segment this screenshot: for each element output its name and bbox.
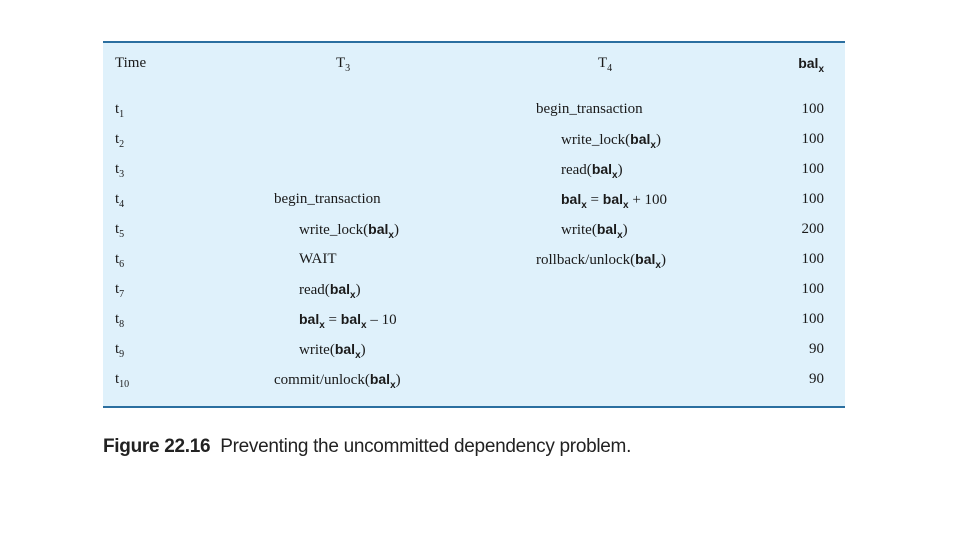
t4-cell: rollback/unlock(bal$_x$) xyxy=(536,251,666,271)
t3-cell: read(bal$_x$) xyxy=(299,281,361,301)
time-cell: $t_1$ xyxy=(115,101,125,120)
bal-cell: 90 xyxy=(809,371,824,387)
table-header xyxy=(103,55,845,81)
t4-cell: begin_transaction xyxy=(536,101,643,117)
table-row xyxy=(103,311,845,337)
bal-cell: 100 xyxy=(801,281,824,297)
bal-cell: 100 xyxy=(801,191,824,207)
table-row xyxy=(103,131,845,157)
t3-cell: begin_transaction xyxy=(274,191,381,207)
t3-cell: WAIT xyxy=(299,251,337,267)
bal-cell: 100 xyxy=(801,251,824,267)
t3-cell: bal$_x$ = bal$_x$ – 10 xyxy=(299,311,397,331)
table-row xyxy=(103,281,845,307)
time-cell: $t_2$ xyxy=(115,131,125,150)
header-time: Time xyxy=(115,55,147,71)
t4-cell: bal$_x$ = bal$_x$ + 100 xyxy=(561,191,668,211)
table-row xyxy=(103,161,845,187)
table-row xyxy=(103,221,845,247)
figure-caption-text: Preventing the uncommitted dependency problem. xyxy=(220,436,632,457)
header-t4: $T_4$ xyxy=(598,55,613,74)
time-cell: $t_7$ xyxy=(115,281,125,300)
t3-cell: commit/unlock(bal$_x$) xyxy=(274,371,401,391)
bal-cell: 90 xyxy=(809,341,824,357)
bal-cell: 100 xyxy=(801,101,824,117)
time-cell: $t_5$ xyxy=(115,221,125,240)
bal-cell: 200 xyxy=(801,221,824,237)
table-row xyxy=(103,371,845,397)
time-cell: $t_6$ xyxy=(115,251,125,270)
bal-cell: 100 xyxy=(801,311,824,327)
t4-cell: write_lock(bal$_x$) xyxy=(561,131,661,151)
t4-cell: read(bal$_x$) xyxy=(561,161,623,181)
schedule-table xyxy=(103,41,845,408)
table-row xyxy=(103,101,845,127)
header-bal: bal$_x$ xyxy=(798,55,824,75)
time-cell: $t_4$ xyxy=(115,191,125,210)
time-cell: $t_3$ xyxy=(115,161,125,180)
t4-cell: write(bal$_x$) xyxy=(561,221,628,241)
time-cell: $t_9$ xyxy=(115,341,125,360)
t3-cell: write(bal$_x$) xyxy=(299,341,366,361)
time-cell: $t_{10}$ xyxy=(115,371,130,390)
bal-cell: 100 xyxy=(801,161,824,177)
bal-cell: 100 xyxy=(801,131,824,147)
table-row xyxy=(103,341,845,367)
header-t3: $T_3$ xyxy=(336,55,351,74)
table-row xyxy=(103,251,845,277)
t3-cell: write_lock(bal$_x$) xyxy=(299,221,399,241)
figure-caption xyxy=(103,436,631,458)
time-cell: $t_8$ xyxy=(115,311,125,330)
figure-label: Figure 22.16 xyxy=(103,436,211,457)
table-row xyxy=(103,191,845,217)
